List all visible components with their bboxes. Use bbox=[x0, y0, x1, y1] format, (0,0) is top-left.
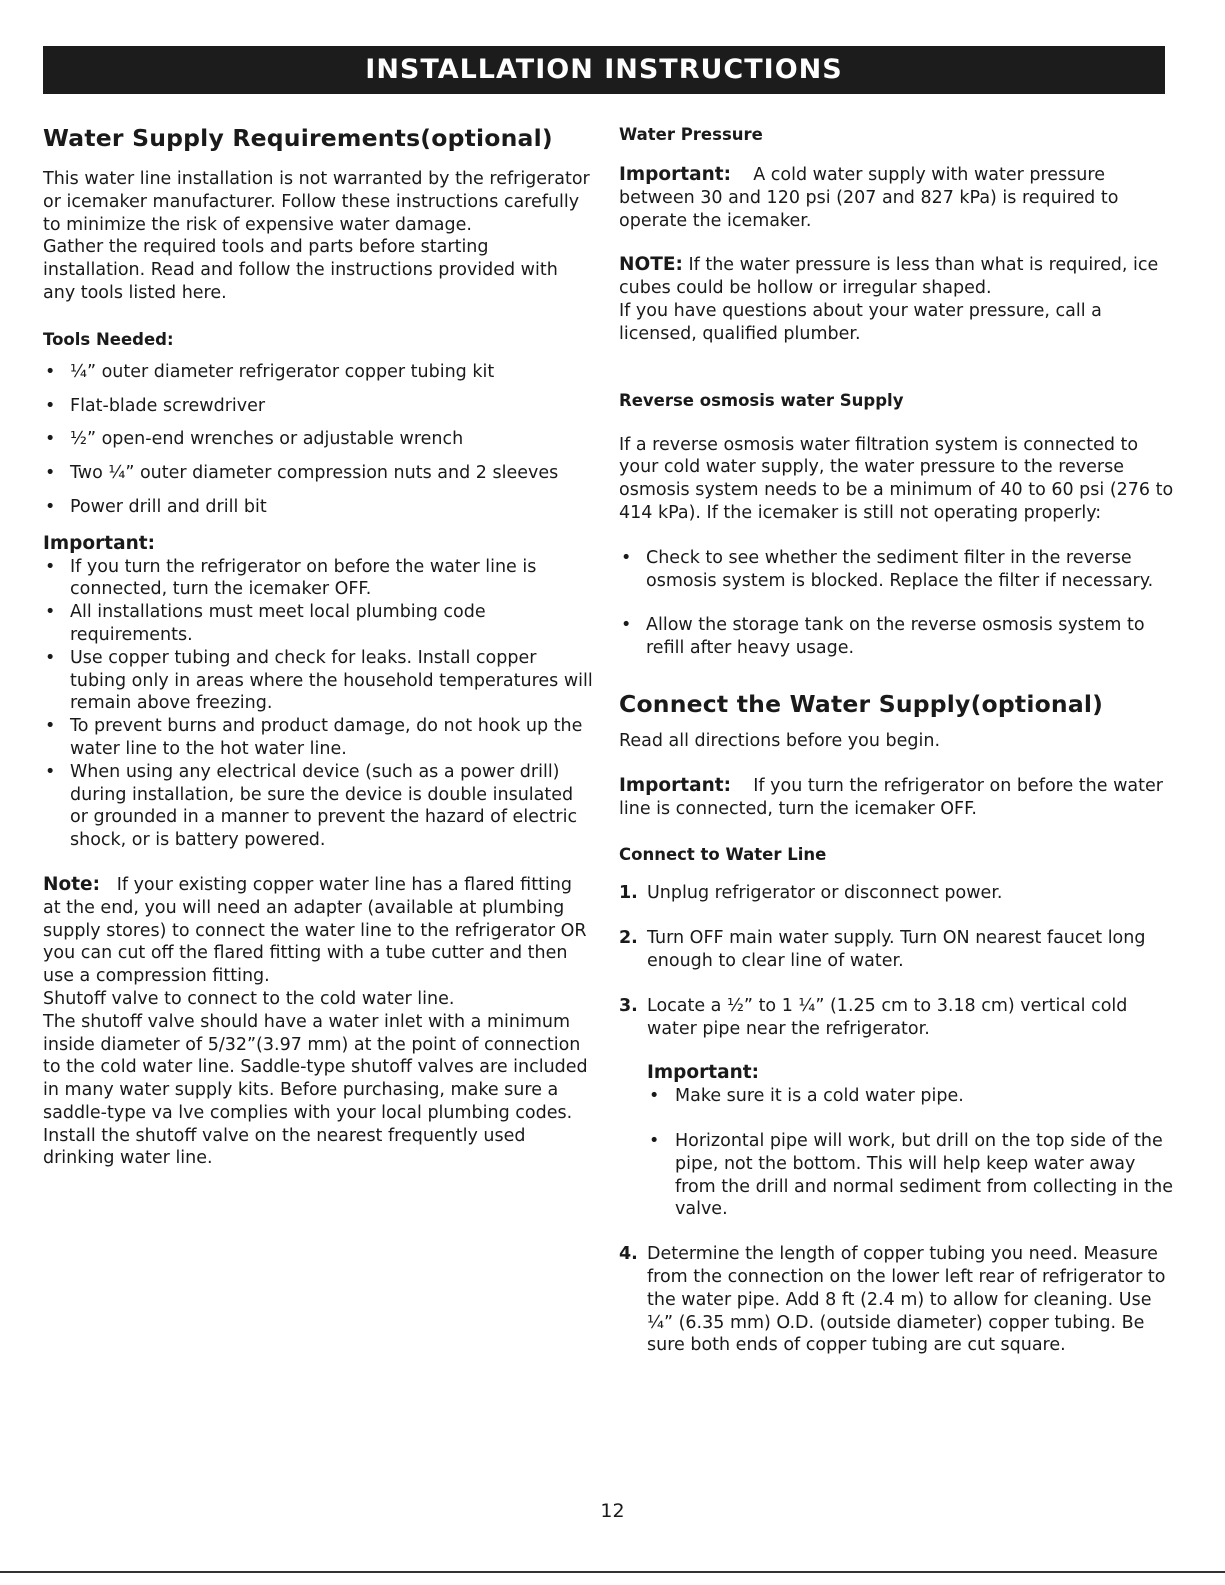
pressure-important bbox=[619, 164, 1175, 232]
shutoff-line-3: Install the shutoff valve on the nearest frequently used drinking water line. bbox=[43, 1125, 526, 1169]
note-label: Note: bbox=[43, 873, 100, 895]
tool-item: • ¼” outer diameter refrigerator copper tubing kit bbox=[43, 361, 595, 384]
connect-important-text: If you turn the refrigerator on before the water line is connected, turn the icemaker OFF. bbox=[619, 775, 1163, 819]
gather-paragraph: Gather the required tools and parts before starting installation. Read and follow the instructions provided with any tools listed here. bbox=[43, 237, 558, 303]
connect-line-heading: Connect to Water Line bbox=[619, 845, 827, 865]
section-heading-water-supply: Water Supply Requirements(optional) bbox=[43, 124, 553, 152]
step-important-list bbox=[647, 1085, 1175, 1221]
page-number: 12 bbox=[600, 1500, 625, 1522]
note-paragraph bbox=[43, 874, 595, 988]
water-pressure-heading: Water Pressure bbox=[619, 125, 763, 144]
important-label: Important: bbox=[619, 774, 731, 796]
step-item bbox=[619, 882, 1175, 905]
step-text: Determine the length of copper tubing you need. Measure from the connection on the lower left rear of refrigerator to the water pipe. Add 8 ft (2.4 m) to allow for cleaning. Use ¼” (6.35 mm) O.D. (outside diameter) copper tubing. Be sure both ends of copper tubing are cut square. bbox=[647, 1244, 1166, 1356]
tools-heading: Tools Needed: bbox=[43, 329, 174, 349]
tool-item: • ½” open-end wrenches or adjustable wrench bbox=[43, 428, 595, 451]
tool-item: • Power drill and drill bit bbox=[43, 496, 595, 519]
tools-list bbox=[43, 361, 595, 519]
important-list bbox=[43, 556, 595, 852]
important-item: • When using any electrical device (such as a power drill) during installation, be sure the device is double insulated or grounded in a manner to prevent the hazard of electric shock, or is battery powered. bbox=[43, 761, 595, 852]
pressure-note-2: If you have questions about your water pressure, call a licensed, qualified plumber. bbox=[619, 300, 1102, 344]
step-text: Turn OFF main water supply. Turn ON nearest faucet long enough to clear line of water. bbox=[647, 928, 1146, 971]
intro-paragraph: This water line installation is not warranted by the refrigerator or icemaker manufacturer. Follow these instructions carefully to minimize the risk of expensive water damage. bbox=[43, 169, 590, 235]
pressure-note-text: If the water pressure is less than what is required, ice cubes could be hollow or irregular shaped. bbox=[619, 255, 1159, 299]
step-number: 2. bbox=[619, 928, 638, 949]
connect-intro: Read all directions before you begin. bbox=[619, 730, 941, 751]
ro-item: • Check to see whether the sediment filter in the reverse osmosis system is blocked. Replace the filter if necessary. bbox=[619, 547, 1175, 593]
important-heading: Important: bbox=[43, 532, 155, 554]
left-column bbox=[43, 116, 595, 1170]
shutoff-line-1: Shutoff valve to connect to the cold water line. bbox=[43, 988, 455, 1009]
important-item: • To prevent burns and product damage, do not hook up the water line to the hot water line. bbox=[43, 715, 595, 761]
step-important-block bbox=[647, 1062, 1175, 1221]
step-number: 1. bbox=[619, 883, 638, 904]
step-important-item: • Horizontal pipe will work, but drill on the top side of the pipe, not the bottom. This will help keep water away from the drill and normal sediment from collecting in the valve. bbox=[647, 1130, 1175, 1221]
step-text: Locate a ½” to 1 ¼” (1.25 cm to 3.18 cm) vertical cold water pipe near the refrigerator. bbox=[647, 995, 1128, 1039]
important-item: • If you turn the refrigerator on before the water line is connected, turn the icemaker OFF. bbox=[43, 556, 595, 602]
steps-list bbox=[619, 882, 1175, 1357]
step-item bbox=[619, 995, 1175, 1221]
step-important-item: • Make sure it is a cold water pipe. bbox=[647, 1085, 1175, 1108]
ro-item: • Allow the storage tank on the reverse osmosis system to refill after heavy usage. bbox=[619, 614, 1175, 660]
reverse-osmosis-text: If a reverse osmosis water filtration system is connected to your cold water supply, the water pressure to the reverse osmosis system needs to be a minimum of 40 to 60 psi (276 to 414 kPa). If the icemaker is still not operating properly: bbox=[619, 434, 1174, 523]
pressure-important-text: A cold water supply with water pressure between 30 and 120 psi (207 and 827 kPa) is required to operate the icemaker. bbox=[619, 165, 1119, 231]
note-text: If your existing copper water line has a flared fitting at the end, you will need an adapter (available at plumbing supply stores) to connect the water line to the refrigerator OR you can cut off the flared fitting with a tube cutter and then use a compression fitting. bbox=[43, 874, 587, 987]
shutoff-line-2: The shutoff valve should have a water inlet with a minimum inside diameter of 5/32”(3.97 mm) at the point of connection to the cold water line. Saddle-type shutoff valves are included in many water supply kits. Before purchasing, make sure a saddle-type va lve complies with your local plumbing codes. bbox=[43, 1011, 588, 1123]
important-label: Important: bbox=[619, 164, 731, 185]
bottom-rule bbox=[0, 1571, 1225, 1573]
step-number: 4. bbox=[619, 1244, 638, 1265]
reverse-osmosis-heading: Reverse osmosis water Supply bbox=[619, 390, 904, 410]
page-banner: INSTALLATION INSTRUCTIONS bbox=[43, 46, 1165, 94]
tool-item: • Two ¼” outer diameter compression nuts and 2 sleeves bbox=[43, 462, 595, 485]
step-item bbox=[619, 1243, 1175, 1357]
note-label: NOTE: bbox=[619, 254, 683, 276]
important-item: • Use copper tubing and check for leaks. Install copper tubing only in areas where the household temperatures will remain above freezing. bbox=[43, 647, 595, 715]
step-item bbox=[619, 927, 1175, 973]
important-label: Important: bbox=[647, 1062, 759, 1084]
step-number: 3. bbox=[619, 995, 638, 1016]
reverse-osmosis-list bbox=[619, 547, 1175, 660]
tool-item: • Flat-blade screwdriver bbox=[43, 395, 595, 418]
connect-important bbox=[619, 775, 1175, 821]
section-heading-connect: Connect the Water Supply(optional) bbox=[619, 689, 1104, 718]
step-text: Unplug refrigerator or disconnect power. bbox=[647, 883, 1003, 904]
important-item: • All installations must meet local plumbing code requirements. bbox=[43, 601, 595, 647]
right-column bbox=[619, 116, 1175, 1379]
pressure-note bbox=[619, 254, 1175, 300]
